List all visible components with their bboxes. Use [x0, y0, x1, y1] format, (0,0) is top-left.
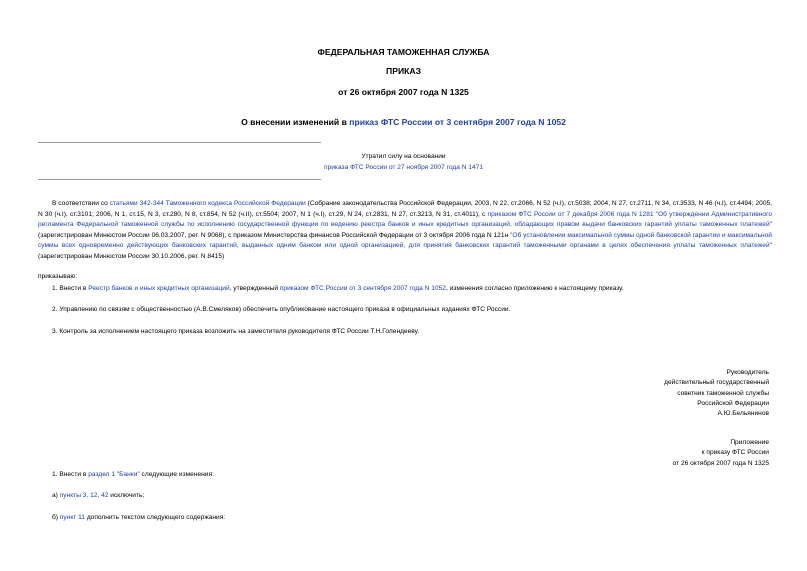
status-line: Утратил силу на основании [361, 153, 446, 160]
appendix-item-1-link[interactable]: раздел 1 "Банки" [88, 471, 140, 478]
appendix-item-a-link[interactable]: пункты 3, 12, 42 [59, 492, 109, 499]
appendix-item-b-link[interactable]: пункт 11 [59, 514, 85, 521]
item-1-text-b: , утвержденный [229, 285, 280, 292]
title-prefix: О внесении изменений в [241, 117, 350, 127]
document-type: ПРИКАЗ [386, 66, 421, 76]
agency-name: ФЕДЕРАЛЬНАЯ ТАМОЖЕННАЯ СЛУЖБА [317, 47, 490, 57]
appendix-item-b-rest: дополнить текстом следующего содержания: [84, 514, 226, 521]
appendix-item-1-rest: следующие изменения: [139, 471, 214, 478]
preamble-link-order-1281[interactable]: приказом ФТС России от 7 декабря 2006 года N 1281 "Об утверждении Административного регламента Федеральной таможенной службы по исполнению государственной функции по ведению реестра банков и иных кредитных организаций, обладающих правом выдачи банковских гарантий уплаты таможенных платежей" [38, 210, 773, 228]
signature-line-1: Руководитель [726, 369, 769, 376]
preamble-text-3: (зарегистрирован Минюстом России 06.03.2007, рег. N 9068), с приказом Министерства финансов Российской Федерации от 3 октября 2006 года N 121н [38, 231, 511, 239]
appendix-line-1: Приложение [730, 439, 769, 446]
preamble-text-4: (зарегистрирован Минюстом России 30.10.2006, рег. N 8415) [38, 252, 225, 260]
item-2: 2. Управлению по связям с общественностью (А.В.Смеляков) обеспечить опубликование настоящего приказа в официальных изданиях ФТС России. [52, 306, 511, 313]
signature-line-4: Российской Федерации [697, 399, 769, 407]
appendix-item-a-rest: исключить; [108, 492, 145, 499]
appendix-item-1-text: 1. Внести в [52, 471, 89, 478]
divider-top [38, 142, 321, 143]
appendix-item-a [52, 491, 144, 501]
order-word: приказываю: [38, 273, 78, 280]
preamble-paragraph [38, 199, 772, 262]
appendix-item-b-text: б) [52, 514, 60, 521]
item-1 [52, 284, 772, 294]
item-1-link-registry[interactable]: Реестр банков и иных кредитных организаций [88, 285, 230, 292]
preamble-text-2: (Собрание законодательства Российской Федерации, 2003, N 22, ст.2066, N 52 (ч.I), ст.5038; 2004, N 27, ст.2711, N 34, ст.3533, N 46 (ч.I), ст.4494; 2005, N 30 (ч.I), ст.3101; 2006, N 1, ст.15, N 3, ст.280, N 8, ст.854, N 52 (ч.II), ст.5504; 2007, N 1 (ч.I), ст.29, N 24, ст.2831, N 27, ст.3213, N 31, ст.4011), с [38, 200, 772, 218]
appendix-item-b [52, 513, 225, 523]
document-title [0, 117, 807, 127]
item-3: 3. Контроль за исполнением настоящего приказа возложить на заместителя руководителя ФТС России Т.Н.Голендееву. [52, 328, 420, 335]
title-link[interactable]: приказ ФТС России от 3 сентября 2007 года N 1052 [349, 117, 566, 127]
appendix-item-a-text: а) [52, 492, 60, 499]
signature-block [664, 368, 769, 419]
preamble-link-minfin[interactable]: "Об установлении максимальной суммы одной банковской гарантии и максимальной суммы всех одновременно действующих банковских гарантий, выданных одним банком или одной организацией, для принятия банковских гарантий таможенными органами в целях обеспечения уплаты таможенных платежей" [38, 231, 772, 249]
divider-bottom [38, 179, 321, 180]
signature-line-2: действительный государственный [664, 379, 769, 387]
preamble-text-1: В соответствии со [52, 200, 110, 207]
item-1-text-a: 1. Внести в [52, 285, 89, 292]
signature-line-5: А.Ю.Бельянинов [717, 410, 769, 418]
status-link[interactable]: приказа ФТС России от 27 ноября 2007 года N 1471 [324, 164, 483, 171]
preamble-link-customs-code[interactable]: статьями 342-344 Таможенного кодекса Российской Федерации [109, 200, 306, 207]
appendix-header [673, 438, 769, 469]
appendix-line-3: от 26 октября 2007 года N 1325 [672, 459, 769, 467]
appendix-line-2: к приказу ФТС России [701, 449, 769, 457]
document-date: от 26 октября 2007 года N 1325 [338, 87, 469, 97]
appendix-item-1 [52, 470, 214, 480]
item-1-text-c: , изменения согласно приложению к настоящему приказу. [445, 285, 624, 292]
signature-line-3: советник таможенной службы [677, 389, 769, 397]
item-1-link-order[interactable]: приказом ФТС России от 3 сентября 2007 года N 1052 [279, 285, 446, 292]
